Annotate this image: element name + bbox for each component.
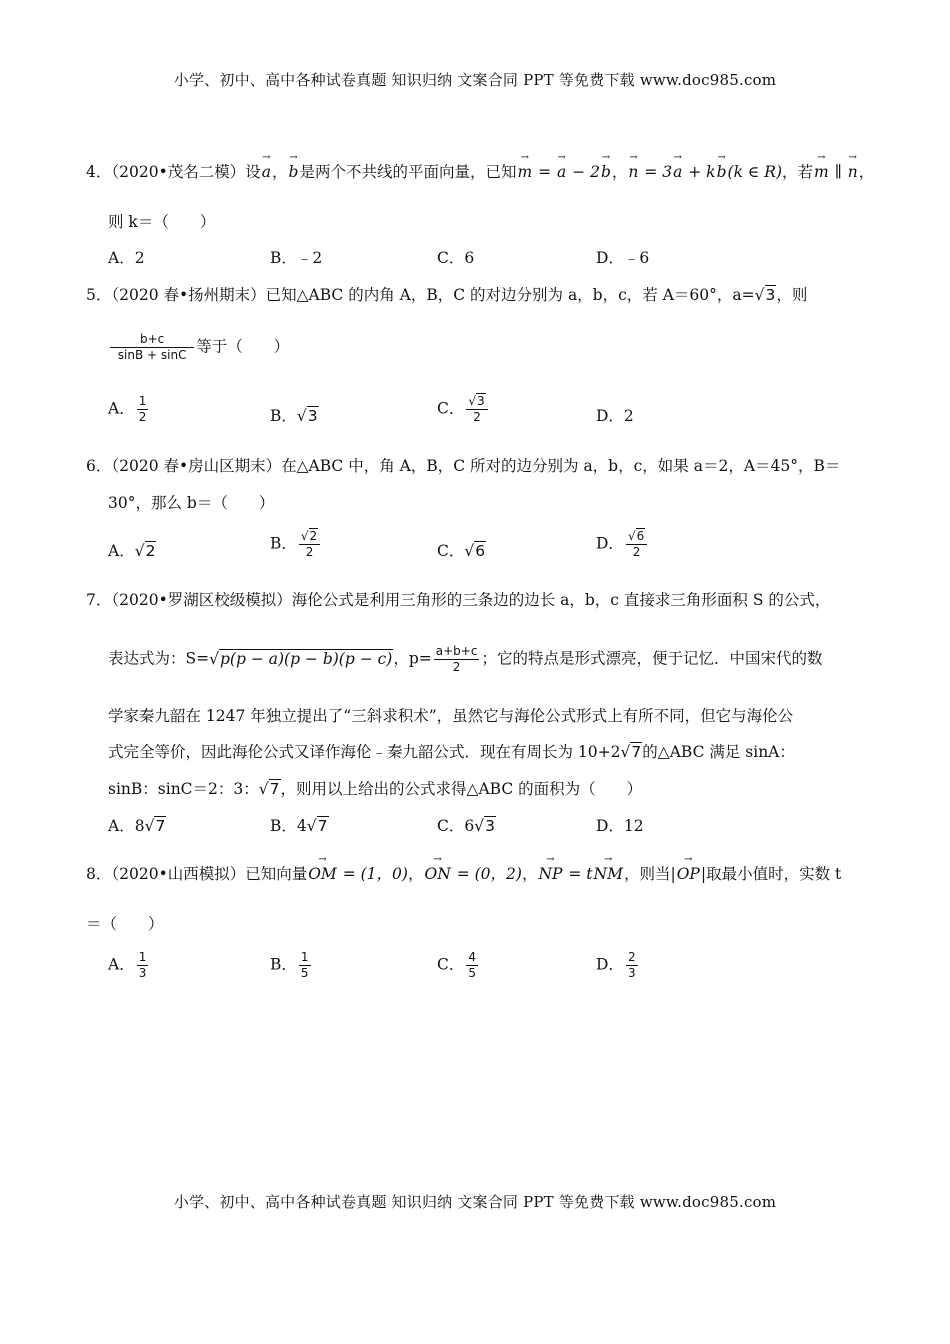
q4-number: 4． xyxy=(86,163,112,181)
denominator: 2 xyxy=(305,545,314,559)
numerator: 2 xyxy=(627,950,636,964)
q7-line2 xyxy=(108,644,822,675)
q4-text: ， xyxy=(858,163,875,181)
q6-number: 6． xyxy=(86,457,112,475)
parallel-symbol: ∥ xyxy=(829,163,847,181)
q7-line4 xyxy=(108,740,795,762)
q7-line3: 学家秦九韶在 1247 年独立提出了“三斜求积术”，虽然它与海伦公式形式上有所不同，但它与海伦公 xyxy=(108,707,794,725)
q4-text: 设 xyxy=(245,163,261,181)
q5-text: （2020 春•扬州期末）已知△ABC 的内角 A，B，C 的对边分别为 a，b，c，若 A＝60°，a= xyxy=(111,286,755,304)
option-label: D． xyxy=(596,534,624,553)
numerator: 4 xyxy=(468,950,477,964)
q4-math: = xyxy=(533,163,556,181)
q5-text: 等于（ ） xyxy=(196,337,290,356)
q8-text: ，则当 xyxy=(623,865,671,883)
q8-text: 取最小值时，实数 t xyxy=(706,865,842,883)
numerator xyxy=(626,529,647,545)
q8-math: = (0，2) xyxy=(451,865,522,883)
denominator: 2 xyxy=(632,545,641,559)
q5-line2 xyxy=(108,332,289,363)
q4-stem: 4．（2020•茂名二模）设→ a，→ b是两个不共线的平面向量，已知→ m = → a − 2→ b，→ n = 3→ a + k→ b(k ∈ R)，若→ m ∥ → n， xyxy=(86,160,874,182)
vector-nm: → NM xyxy=(593,865,624,883)
numerator xyxy=(299,529,320,545)
q8-text: ， xyxy=(521,865,538,883)
radicand: 7 xyxy=(631,743,642,761)
q6-option-c xyxy=(437,539,486,561)
radicand: 3 xyxy=(477,394,485,408)
option-label: B． xyxy=(270,407,297,425)
q4-option-b: B．﹣2 xyxy=(270,249,323,267)
q7-text: （2020•罗湖区校级模拟）海伦公式是利用三角形的三条边的边长 a，b，c 直接求三角形面积 S 的公式， xyxy=(111,591,831,609)
q6-line2: 30°，那么 b＝（ ） xyxy=(108,494,275,512)
option-label: C．6 xyxy=(437,817,475,835)
vector-n: → n xyxy=(847,163,859,181)
option-label: C． xyxy=(437,542,465,560)
vector-np: → NP xyxy=(537,865,563,883)
sqrt-expr: √3 xyxy=(474,817,495,835)
q6-option-b xyxy=(270,529,322,560)
q4-math: + k xyxy=(683,163,716,181)
radicand: 6 xyxy=(636,529,645,543)
q7-option-c xyxy=(437,814,496,836)
q7-text: 表达式为：S= xyxy=(108,649,210,668)
numerator xyxy=(466,394,487,410)
q7-text: ，p= xyxy=(393,649,432,668)
sqrt-expr: √7 xyxy=(144,817,166,835)
q8-stem: 8．（2020•山西模拟）已知向量→ OM = (1，0)，→ ON = (0，2)，→ NP = t→ NM，则当|→ OP|取最小值时，实数 t xyxy=(86,862,841,884)
sqrt-expr: √3 xyxy=(468,394,485,408)
q4-text: ， xyxy=(611,163,628,181)
q7-text: 式完全等价，因此海伦公式又译作海伦﹣秦九韶公式．现在有周长为 10+2 xyxy=(108,743,621,761)
fraction xyxy=(137,394,149,425)
option-label: B． xyxy=(270,955,297,974)
q8-option-b xyxy=(270,950,313,981)
q8-option-a xyxy=(108,950,150,981)
option-label: A． xyxy=(108,542,135,560)
fraction xyxy=(110,332,194,363)
q8-number: 8． xyxy=(86,865,112,883)
q4-text: 是两个不共线的平面向量，已知 xyxy=(299,163,517,181)
radicand: 6 xyxy=(475,542,486,560)
page-footer: 小学、初中、高中各种试卷真题 知识归纳 文案合同 PPT 等免费下载 www.doc985.com xyxy=(173,1193,777,1211)
option-label: C． xyxy=(437,399,465,418)
denominator: 3 xyxy=(627,966,636,980)
denominator: 5 xyxy=(468,966,477,980)
q4-option-a: A．2 xyxy=(108,249,145,267)
q8-math: = (1，0) xyxy=(337,865,408,883)
denominator: 3 xyxy=(138,966,147,980)
fraction xyxy=(466,950,478,981)
q8-math: = t xyxy=(563,865,593,883)
radicand: 7 xyxy=(317,817,328,835)
q4-math: − 2 xyxy=(567,163,600,181)
sqrt-expr: √2 xyxy=(300,529,318,543)
fraction xyxy=(626,950,638,981)
sqrt-expr: √6 xyxy=(627,529,645,543)
q4-text: ，若 xyxy=(782,163,814,181)
radicand: 2 xyxy=(309,529,318,543)
vector-a: → a xyxy=(261,163,272,181)
numerator: 1 xyxy=(300,950,309,964)
q7-text: ，则用以上给出的公式求得△ABC 的面积为（ ） xyxy=(280,780,643,798)
q5-option-b xyxy=(270,404,319,426)
denominator: 2 xyxy=(452,660,461,674)
q6-text: （2020 春•房山区期末）在△ABC 中，角 A，B，C 所对的边分别为 a，b，c，如果 a＝2，A＝45°，B＝ xyxy=(111,457,841,475)
denominator: 2 xyxy=(473,410,481,424)
sqrt-expr: √2 xyxy=(134,542,156,560)
vector-m: → m xyxy=(813,163,830,181)
q4-source: （2020•茂名二模） xyxy=(111,163,246,181)
sqrt-expr: √p(p − a)(p − b)(p − c) xyxy=(209,649,393,668)
q4-math: (k ∈ R) xyxy=(727,163,783,181)
q7-number: 7． xyxy=(86,591,112,609)
q8-option-d xyxy=(596,950,640,981)
vector-n: → n xyxy=(627,163,639,181)
radicand: 3 xyxy=(307,407,318,425)
option-label: A． xyxy=(108,955,135,974)
vector-om: → OM xyxy=(307,865,338,883)
q5-option-d: D．2 xyxy=(596,407,634,425)
fraction xyxy=(434,644,480,675)
q4-option-d: D．﹣6 xyxy=(596,249,650,267)
q5-text: ，则 xyxy=(776,286,808,304)
sqrt-expr: √6 xyxy=(464,542,486,560)
numerator: b+c xyxy=(110,332,194,348)
denominator: sinB + sinC xyxy=(117,348,187,362)
q7-option-b xyxy=(270,814,329,836)
sqrt-expr: √3 xyxy=(296,407,318,425)
option-label: A．8 xyxy=(108,817,145,835)
sqrt-expr: √7 xyxy=(258,780,280,798)
fraction xyxy=(299,950,311,981)
radicand: 2 xyxy=(145,542,156,560)
q7-text: 的△ABC 满足 sinA： xyxy=(642,743,795,761)
q7-option-a xyxy=(108,814,166,836)
q6-option-a xyxy=(108,539,156,561)
numerator: 1 xyxy=(138,950,147,964)
sqrt-expr: √3 xyxy=(754,286,776,304)
option-label: B．4 xyxy=(270,817,307,835)
q7-stem xyxy=(86,588,830,610)
fraction xyxy=(137,950,149,981)
q5-option-c xyxy=(437,394,490,425)
q6-option-d xyxy=(596,529,649,560)
option-label: A． xyxy=(108,399,135,418)
q7-text: sinB：sinC＝2：3： xyxy=(108,780,259,798)
q7-text: ；它的特点是形式漂亮，便于记忆．中国宋代的数 xyxy=(481,649,823,668)
vector-b: → b xyxy=(600,163,612,181)
radicand: 7 xyxy=(155,817,166,835)
radicand: 7 xyxy=(269,780,280,798)
sqrt-expr: √7 xyxy=(306,817,328,835)
vector-on: → ON xyxy=(423,865,451,883)
sqrt-expr: √7 xyxy=(620,743,642,761)
q8-option-c xyxy=(437,950,480,981)
q5-stem xyxy=(86,283,807,305)
vector-b: → b xyxy=(716,163,728,181)
page-header: 小学、初中、高中各种试卷真题 知识归纳 文案合同 PPT 等免费下载 www.doc985.com xyxy=(173,71,777,89)
q7-line5 xyxy=(108,777,642,799)
q5-number: 5． xyxy=(86,286,112,304)
vector-b: → b xyxy=(288,163,300,181)
fraction xyxy=(626,529,647,560)
radicand: 3 xyxy=(485,817,495,835)
option-label: B． xyxy=(270,534,297,553)
radicand: 3 xyxy=(765,286,776,304)
q4-line2: 则 k＝（ ） xyxy=(108,213,216,231)
fraction xyxy=(299,529,320,560)
vector-a: → a xyxy=(672,163,683,181)
numerator: 1 xyxy=(138,394,147,408)
option-label: D． xyxy=(596,955,624,974)
q8-text: ， xyxy=(407,865,424,883)
numerator: a+b+c xyxy=(435,644,478,658)
q8-text: （2020•山西模拟）已知向量 xyxy=(111,865,308,883)
option-label: C． xyxy=(437,955,465,974)
denominator: 5 xyxy=(300,966,309,980)
q6-stem xyxy=(86,454,840,476)
denominator: 2 xyxy=(138,410,147,424)
radicand: p(p − a)(p − b)(p − c) xyxy=(220,649,393,668)
q4-math: = 3 xyxy=(639,163,673,181)
vector-a: → a xyxy=(556,163,567,181)
q8-line2: ＝（ ） xyxy=(86,915,164,933)
q7-option-d: D．12 xyxy=(596,817,644,835)
q5-option-a xyxy=(108,394,150,425)
vector-op: → OP xyxy=(676,865,701,883)
vector-m: → m xyxy=(516,163,533,181)
q4-option-c: C．6 xyxy=(437,249,475,267)
fraction xyxy=(466,394,487,425)
